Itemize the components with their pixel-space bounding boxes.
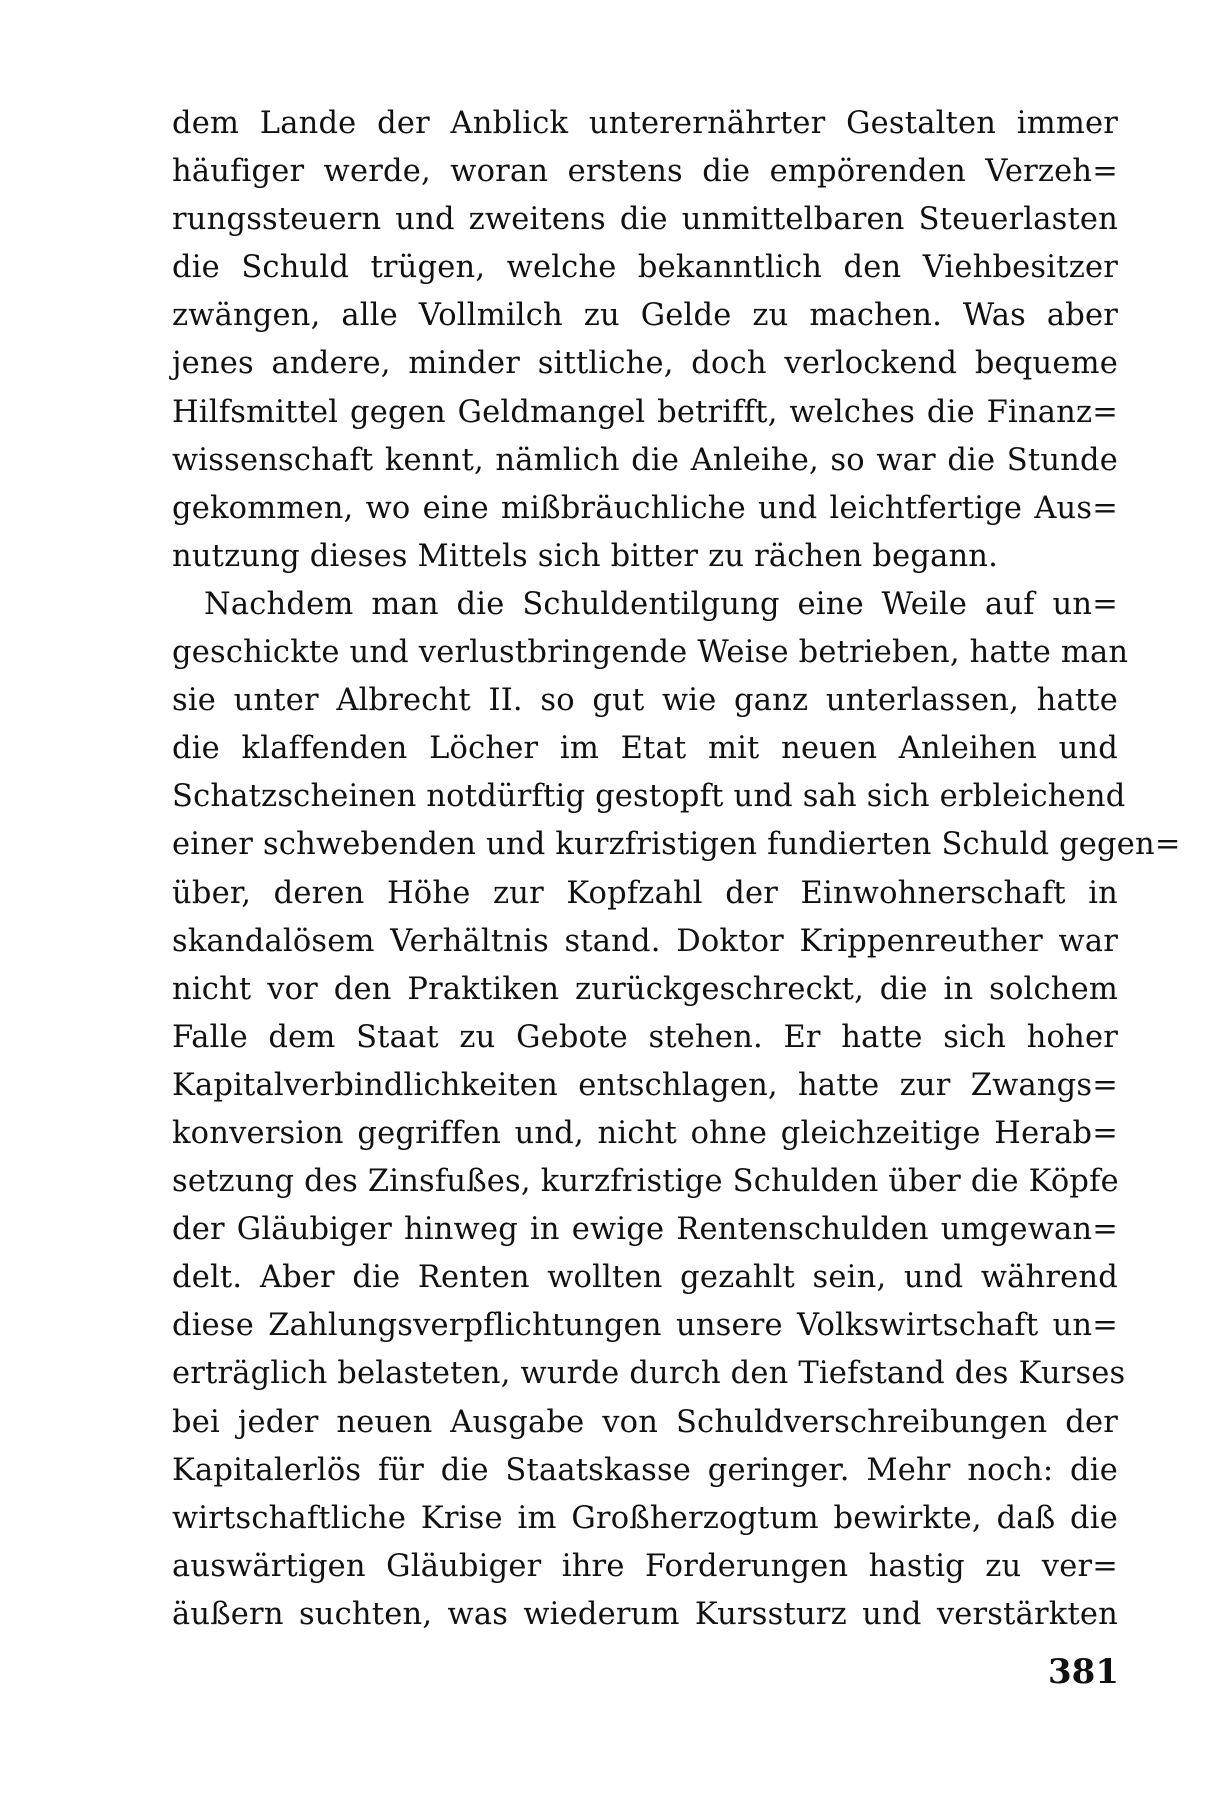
text-line: erträglich belasteten, wurde durch den Tiefstand des Kurses	[172, 1356, 1126, 1392]
text-line: dem Lande der Anblick unterernährter Gestalten immer	[172, 106, 1118, 141]
text-line: nicht vor den Praktiken zurückgeschreckt, die in solchem	[172, 971, 1118, 1007]
text-line: setzung des Zinsfußes, kurzfristige Schulden über die Köpfe	[172, 1164, 1119, 1200]
text-line: auswärtigen Gläubiger ihre Forderungen hastig zu ver=	[172, 1548, 1118, 1584]
text-line: die Schuld trügen, welche bekanntlich den Viehbesitzer	[172, 250, 1118, 286]
text-line: wirtschaftliche Krise im Großherzogtum bewirkte, daß die	[172, 1500, 1118, 1536]
text-line: der Gläubiger hinweg in ewige Rentenschulden umgewan=	[172, 1212, 1118, 1248]
text-line: Kapitalerlös für die Staatskasse geringer. Mehr noch: die	[172, 1452, 1118, 1488]
text-line: jenes andere, minder sittliche, doch verlockend bequeme	[172, 346, 1118, 382]
text-line: Hilfsmittel gegen Geldmangel betrifft, welches die Finanz=	[172, 394, 1118, 430]
text-line: Schatzscheinen notdürftig gestopft und sah sich erbleichend	[172, 779, 1126, 815]
page-number: 381	[1048, 1652, 1119, 1692]
text-line: nutzung dieses Mittels sich bitter zu rächen begann.	[172, 538, 999, 574]
text-line: sie unter Albrecht II. so gut wie ganz unterlassen, hatte	[172, 683, 1118, 719]
text-line: häufiger werde, woran erstens die empörenden Verzeh=	[172, 154, 1118, 190]
text-line: diese Zahlungsverpflichtungen unsere Volkswirtschaft un=	[172, 1308, 1118, 1344]
body-text	[172, 100, 1181, 1639]
text-line: äußern suchten, was wiederum Kurssturz und verstärkten	[172, 1596, 1118, 1632]
text-line: rungssteuern und zweitens die unmittelbaren Steuerlasten	[172, 202, 1118, 238]
text-line: Kapitalverbindlichkeiten entschlagen, hatte zur Zwangs=	[172, 1067, 1118, 1103]
text-line: einer schwebenden und kurzfristigen fundierten Schuld gegen=	[172, 827, 1181, 863]
text-line: die klaffenden Löcher im Etat mit neuen Anleihen und	[172, 731, 1118, 767]
text-line: wissenschaft kennt, nämlich die Anleihe, so war die Stunde	[172, 442, 1118, 478]
text-line: konversion gegriffen und, nicht ohne gleichzeitige Herab=	[172, 1115, 1118, 1151]
text-line: Falle dem Staat zu Gebote stehen. Er hatte sich hoher	[172, 1019, 1118, 1055]
text-line: delt. Aber die Renten wollten gezahlt sein, und während	[172, 1260, 1118, 1296]
text-line: geschickte und verlustbringende Weise betrieben, hatte man	[172, 635, 1129, 671]
text-line: über, deren Höhe zur Kopfzahl der Einwohnerschaft in	[172, 875, 1118, 911]
text-line: bei jeder neuen Ausgabe von Schuldverschreibungen der	[172, 1404, 1118, 1440]
text-line: zwängen, alle Vollmilch zu Gelde zu machen. Was aber	[172, 298, 1118, 334]
text-line: Nachdem man die Schuldentilgung eine Weile auf un=	[204, 586, 1118, 622]
text-line: skandalösem Verhältnis stand. Doktor Krippenreuther war	[172, 923, 1118, 959]
text-line: gekommen, wo eine mißbräuchliche und leichtfertige Aus=	[172, 490, 1118, 526]
